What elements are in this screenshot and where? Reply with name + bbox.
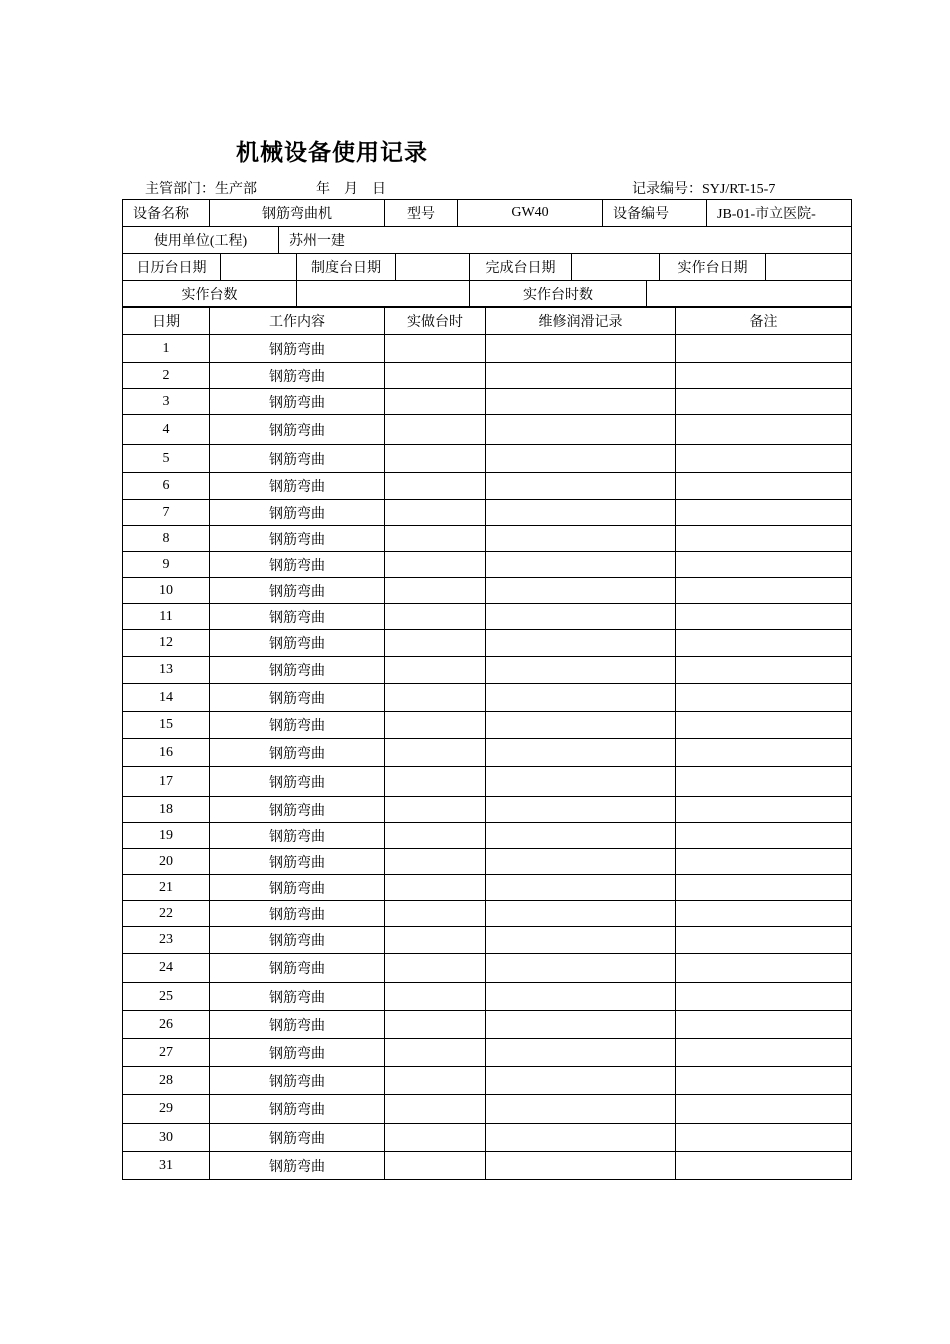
table-row [123,526,852,552]
log-hours[interactable] [385,363,486,389]
table-row [123,604,852,630]
table-row [123,1039,852,1067]
table-row [123,1011,852,1039]
log-day: 18 [123,797,210,823]
log-hours[interactable] [385,1095,486,1124]
log-note[interactable] [676,657,852,684]
table-row [123,552,852,578]
table-row [123,1067,852,1095]
log-day: 30 [123,1124,210,1152]
log-maintenance[interactable] [486,389,676,415]
log-day: 7 [123,500,210,526]
log-note[interactable] [676,797,852,823]
log-hours[interactable] [385,389,486,415]
log-day: 8 [123,526,210,552]
log-work: 钢筋弯曲 [210,954,385,983]
log-work: 钢筋弯曲 [210,445,385,473]
log-maintenance[interactable] [486,445,676,473]
column-header-date: 日期 [123,307,210,335]
table-row [123,1152,852,1180]
table-row [123,415,852,445]
log-work: 钢筋弯曲 [210,1011,385,1039]
log-note[interactable] [676,445,852,473]
log-hours[interactable] [385,630,486,657]
actual-count-value[interactable] [297,281,470,308]
log-work: 钢筋弯曲 [210,473,385,500]
log-header-row [123,307,852,335]
log-note[interactable] [676,415,852,445]
log-day: 12 [123,630,210,657]
log-day: 21 [123,875,210,901]
model-value: GW40 [458,200,603,227]
log-work: 钢筋弯曲 [210,335,385,363]
log-hours[interactable] [385,604,486,630]
model-label: 型号 [385,200,458,227]
log-maintenance[interactable] [486,1067,676,1095]
log-hours[interactable] [385,875,486,901]
log-work: 钢筋弯曲 [210,712,385,739]
column-header-work: 工作内容 [210,307,385,335]
table-row [123,823,852,849]
table-row [123,849,852,875]
log-note[interactable] [676,473,852,500]
log-note[interactable] [676,1124,852,1152]
log-work: 钢筋弯曲 [210,630,385,657]
log-maintenance[interactable] [486,657,676,684]
log-day: 26 [123,1011,210,1039]
log-work: 钢筋弯曲 [210,389,385,415]
log-day: 11 [123,604,210,630]
log-hours[interactable] [385,445,486,473]
log-note[interactable] [676,335,852,363]
log-work: 钢筋弯曲 [210,983,385,1011]
table-row [123,927,852,954]
column-header-notes: 备注 [676,307,852,335]
log-work: 钢筋弯曲 [210,927,385,954]
log-day: 17 [123,767,210,797]
log-maintenance[interactable] [486,849,676,875]
log-note[interactable] [676,1152,852,1180]
table-row [123,983,852,1011]
log-note[interactable] [676,389,852,415]
actual-hours-value[interactable] [647,281,852,308]
table-row [123,473,852,500]
log-note[interactable] [676,578,852,604]
table-row [123,684,852,712]
date-label: 年 月 日 [316,182,386,197]
log-work: 钢筋弯曲 [210,823,385,849]
table-row [123,363,852,389]
table-row [123,1095,852,1124]
log-note[interactable] [676,500,852,526]
log-maintenance[interactable] [486,983,676,1011]
log-hours[interactable] [385,578,486,604]
log-hours[interactable] [385,1124,486,1152]
log-maintenance[interactable] [486,473,676,500]
log-hours[interactable] [385,767,486,797]
log-day: 19 [123,823,210,849]
log-hours[interactable] [385,552,486,578]
log-hours[interactable] [385,712,486,739]
log-work: 钢筋弯曲 [210,767,385,797]
log-maintenance[interactable] [486,526,676,552]
log-day: 25 [123,983,210,1011]
log-work: 钢筋弯曲 [210,739,385,767]
page-title: 机械设备使用记录 [236,140,428,166]
log-work: 钢筋弯曲 [210,552,385,578]
equip-no-value: JB-01-市立医院- [707,200,852,227]
log-work: 钢筋弯曲 [210,604,385,630]
log-work: 钢筋弯曲 [210,849,385,875]
log-hours[interactable] [385,526,486,552]
log-note[interactable] [676,875,852,901]
log-maintenance[interactable] [486,901,676,927]
table-row [123,767,852,797]
actual-hours-label: 实作台时数 [470,281,647,308]
log-day: 1 [123,335,210,363]
log-hours[interactable] [385,1152,486,1180]
log-day: 27 [123,1039,210,1067]
completed-days-value[interactable] [572,254,660,281]
table-row [123,445,852,473]
log-hours[interactable] [385,927,486,954]
equip-name-value: 钢筋弯曲机 [210,200,385,227]
log-note[interactable] [676,1011,852,1039]
log-day: 20 [123,849,210,875]
log-hours[interactable] [385,901,486,927]
log-maintenance[interactable] [486,500,676,526]
table-row [123,389,852,415]
log-day: 6 [123,473,210,500]
log-day: 22 [123,901,210,927]
log-work: 钢筋弯曲 [210,1067,385,1095]
table-row [123,335,852,363]
table-row [123,954,852,983]
log-note[interactable] [676,363,852,389]
log-maintenance[interactable] [486,684,676,712]
header-row-counts [122,280,852,308]
log-work: 钢筋弯曲 [210,1124,385,1152]
table-row [123,657,852,684]
log-hours[interactable] [385,500,486,526]
column-header-maintenance: 维修润滑记录 [486,307,676,335]
log-note[interactable] [676,767,852,797]
table-row [123,630,852,657]
log-maintenance[interactable] [486,739,676,767]
equip-no-label: 设备编号 [603,200,707,227]
log-work: 钢筋弯曲 [210,500,385,526]
system-days-label: 制度台日期 [297,254,396,281]
calendar-days-label: 日历台日期 [123,254,221,281]
log-note[interactable] [676,927,852,954]
log-day: 24 [123,954,210,983]
log-hours[interactable] [385,473,486,500]
completed-days-label: 完成台日期 [470,254,572,281]
log-day: 9 [123,552,210,578]
unit-value: 苏州一建 [279,227,852,254]
log-work: 钢筋弯曲 [210,901,385,927]
table-row [123,1124,852,1152]
calendar-days-value[interactable] [221,254,297,281]
table-row [123,901,852,927]
log-maintenance[interactable] [486,1124,676,1152]
log-day: 23 [123,927,210,954]
header-row-unit [122,226,852,254]
log-note[interactable] [676,1039,852,1067]
log-day: 4 [123,415,210,445]
log-note[interactable] [676,526,852,552]
log-work: 钢筋弯曲 [210,1152,385,1180]
actual-days-value[interactable] [766,254,852,281]
log-work: 钢筋弯曲 [210,526,385,552]
log-note[interactable] [676,712,852,739]
log-day: 16 [123,739,210,767]
log-hours[interactable] [385,1039,486,1067]
header-row-days [122,253,852,281]
log-work: 钢筋弯曲 [210,363,385,389]
table-row [123,712,852,739]
log-maintenance[interactable] [486,630,676,657]
table-row [123,578,852,604]
log-note[interactable] [676,604,852,630]
log-maintenance[interactable] [486,797,676,823]
actual-count-label: 实作台数 [123,281,297,308]
log-work: 钢筋弯曲 [210,578,385,604]
table-row [123,875,852,901]
log-maintenance[interactable] [486,415,676,445]
table-row [123,797,852,823]
header-row-equipment [122,199,852,227]
log-note[interactable] [676,630,852,657]
daily-log-table [122,306,852,1180]
log-maintenance[interactable] [486,1011,676,1039]
unit-label: 使用单位(工程) [123,227,279,254]
log-hours[interactable] [385,739,486,767]
system-days-value[interactable] [396,254,470,281]
log-note[interactable] [676,901,852,927]
log-hours[interactable] [385,823,486,849]
log-hours[interactable] [385,1011,486,1039]
log-work: 钢筋弯曲 [210,415,385,445]
log-maintenance[interactable] [486,1039,676,1067]
log-maintenance[interactable] [486,954,676,983]
log-work: 钢筋弯曲 [210,875,385,901]
log-day: 3 [123,389,210,415]
log-hours[interactable] [385,335,486,363]
log-note[interactable] [676,849,852,875]
log-maintenance[interactable] [486,823,676,849]
log-maintenance[interactable] [486,1095,676,1124]
log-day: 28 [123,1067,210,1095]
log-note[interactable] [676,983,852,1011]
log-note[interactable] [676,684,852,712]
log-maintenance[interactable] [486,767,676,797]
log-day: 10 [123,578,210,604]
actual-days-label: 实作台日期 [660,254,766,281]
log-note[interactable] [676,823,852,849]
log-day: 14 [123,684,210,712]
log-work: 钢筋弯曲 [210,1095,385,1124]
log-note[interactable] [676,739,852,767]
log-day: 13 [123,657,210,684]
log-note[interactable] [676,1095,852,1124]
log-maintenance[interactable] [486,578,676,604]
log-day: 15 [123,712,210,739]
log-note[interactable] [676,1067,852,1095]
log-hours[interactable] [385,657,486,684]
log-day: 29 [123,1095,210,1124]
log-note[interactable] [676,954,852,983]
column-header-hours: 实做台时 [385,307,486,335]
log-day: 31 [123,1152,210,1180]
log-hours[interactable] [385,1067,486,1095]
log-work: 钢筋弯曲 [210,1039,385,1067]
table-row [123,500,852,526]
log-day: 5 [123,445,210,473]
log-note[interactable] [676,552,852,578]
log-maintenance[interactable] [486,604,676,630]
log-hours[interactable] [385,954,486,983]
log-hours[interactable] [385,797,486,823]
table-row [123,739,852,767]
log-hours[interactable] [385,684,486,712]
log-maintenance[interactable] [486,335,676,363]
log-work: 钢筋弯曲 [210,657,385,684]
log-work: 钢筋弯曲 [210,684,385,712]
log-hours[interactable] [385,849,486,875]
equip-name-label: 设备名称 [123,200,210,227]
log-maintenance[interactable] [486,1152,676,1180]
log-day: 2 [123,363,210,389]
log-maintenance[interactable] [486,363,676,389]
record-number: 记录编号：SYJ/RT-15-7 [632,182,776,197]
log-work: 钢筋弯曲 [210,797,385,823]
log-hours[interactable] [385,415,486,445]
log-maintenance[interactable] [486,875,676,901]
log-maintenance[interactable] [486,552,676,578]
log-hours[interactable] [385,983,486,1011]
log-maintenance[interactable] [486,712,676,739]
department-label: 主管部门：生产部 [145,182,257,197]
log-maintenance[interactable] [486,927,676,954]
